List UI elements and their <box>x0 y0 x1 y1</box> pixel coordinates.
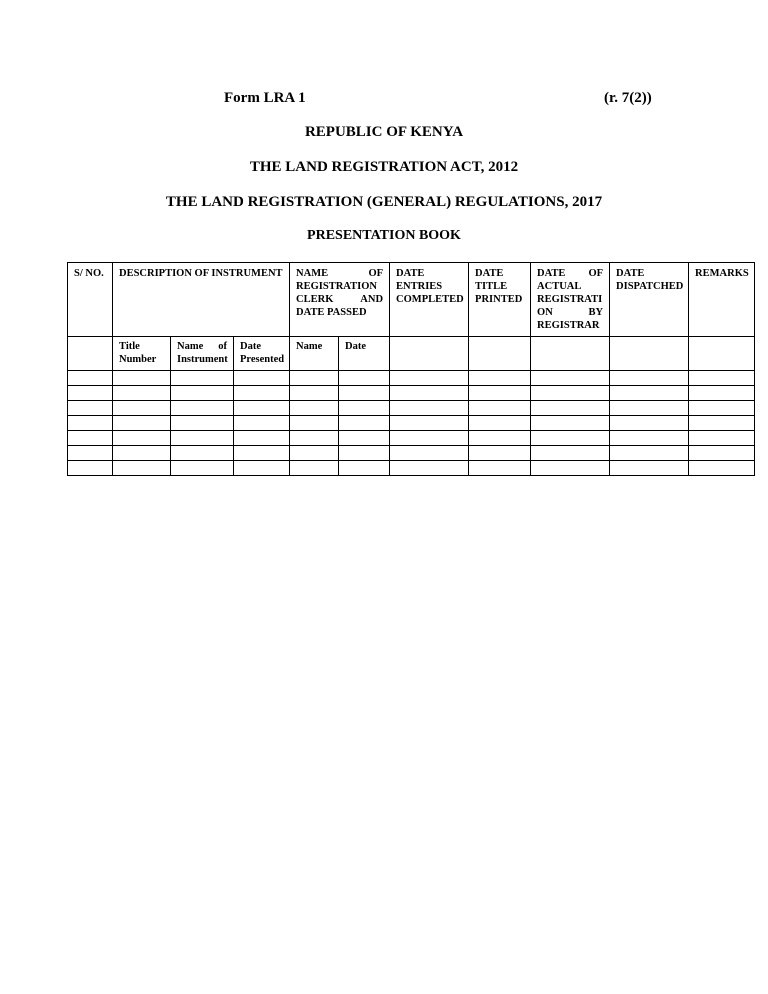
form-number: Form LRA 1 <box>224 90 306 106</box>
col-header-dispatched: DATE DISPATCHED <box>610 263 689 337</box>
table-row <box>68 401 755 416</box>
subheader-clerk-date: Date <box>339 337 390 371</box>
regulations-heading: THE LAND REGISTRATION (GENERAL) REGULATIONS, 2017 <box>165 194 603 210</box>
cell <box>469 337 531 371</box>
cell <box>531 337 610 371</box>
book-title: PRESENTATION BOOK <box>307 228 461 243</box>
col-header-remarks: REMARKS <box>689 263 755 337</box>
table-row <box>68 386 755 401</box>
col-header-clerk: NAME OF REGISTRATION CLERK AND DATE PASSED <box>290 263 390 337</box>
table-row <box>68 461 755 476</box>
subheader-title-number: Title Number <box>113 337 171 371</box>
subheader-row <box>68 337 755 371</box>
col-header-sno: S/ NO. <box>68 263 113 337</box>
subheader-date-presented: Date Presented <box>234 337 290 371</box>
table-row <box>68 416 755 431</box>
table-row <box>68 446 755 461</box>
header-row <box>68 263 755 337</box>
cell <box>610 337 689 371</box>
col-header-actual-registration: DATE OF ACTUAL REGISTRATI ON BY REGISTRAR <box>531 263 610 337</box>
presentation-book-table <box>67 262 755 476</box>
col-header-description: DESCRIPTION OF INSTRUMENT <box>113 263 290 337</box>
table-row <box>68 371 755 386</box>
country-heading: REPUBLIC OF KENYA <box>304 124 464 140</box>
cell <box>68 337 113 371</box>
act-heading: THE LAND REGISTRATION ACT, 2012 <box>249 159 519 175</box>
rule-reference: (r. 7(2)) <box>604 90 652 106</box>
col-header-entries-completed: DATE ENTRIES COMPLETED <box>390 263 469 337</box>
table-row <box>68 431 755 446</box>
cell <box>689 337 755 371</box>
cell <box>390 337 469 371</box>
col-header-title-printed: DATE TITLE PRINTED <box>469 263 531 337</box>
subheader-name-of-instrument: Name of Instrument <box>171 337 234 371</box>
subheader-clerk-name: Name <box>290 337 339 371</box>
